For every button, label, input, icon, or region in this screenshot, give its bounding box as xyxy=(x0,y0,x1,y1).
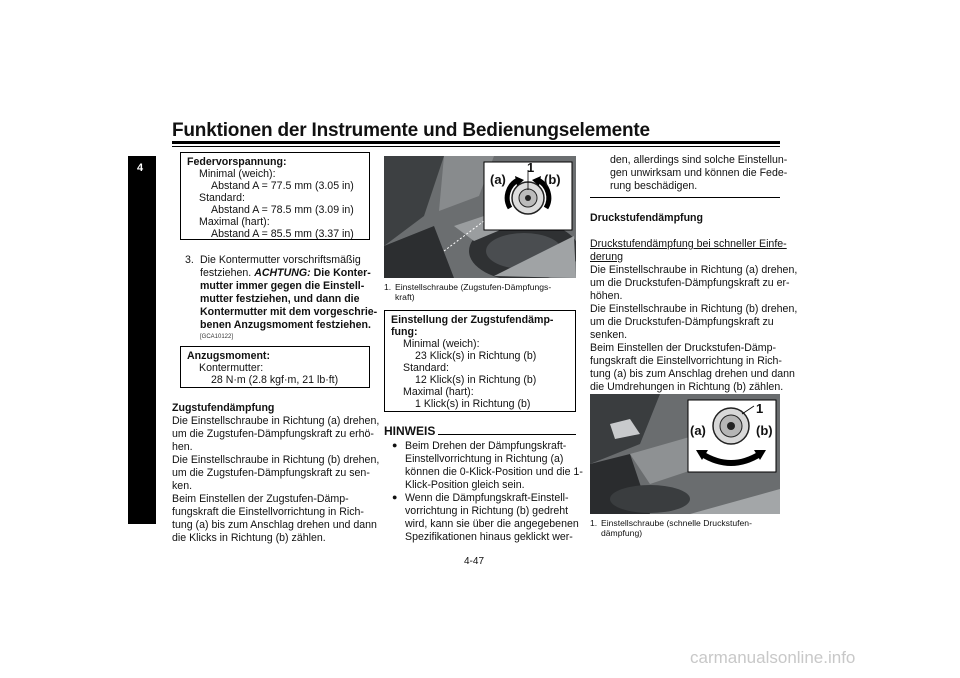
rebound-max-value: 1 Klick(s) in Richtung (b) xyxy=(415,398,531,410)
continued-line-3: rung beschädigen. xyxy=(610,180,698,192)
step-number: 3. xyxy=(185,254,194,266)
torque-label: Kontermutter: xyxy=(199,362,264,374)
rebound-min-label: Minimal (weich): xyxy=(403,338,480,350)
continued-line-1: den, allerdings sind solche Einstellun- xyxy=(610,154,788,166)
hinweis-title: HINWEIS xyxy=(384,424,436,438)
compression-text-8: fungskraft die Einstellvorrichtung in Rich- xyxy=(590,355,782,367)
torque-value: 28 N·m (2.8 kgf·m, 21 lb·ft) xyxy=(211,374,339,386)
fig2-caption-number: 1. xyxy=(590,518,598,528)
hinweis-end-rule xyxy=(590,197,780,198)
spring-max-label: Maximal (hart): xyxy=(199,216,270,228)
title-rule-thin xyxy=(172,146,780,147)
compression-heading: Druckstufendämpfung xyxy=(590,212,704,224)
compression-adjuster-illustration xyxy=(590,394,780,514)
step-line-4: mutter festziehen, und dann die xyxy=(200,293,360,305)
spring-max-value: Abstand A = 85.5 mm (3.37 in) xyxy=(211,228,354,240)
fig2-label-a: (a) xyxy=(690,423,706,438)
spring-std-value: Abstand A = 78.5 mm (3.09 in) xyxy=(211,204,354,216)
bullet-2-dot: ● xyxy=(392,492,398,502)
title-rule-thick xyxy=(172,141,780,144)
chapter-tab xyxy=(128,156,156,524)
torque-box-title: Anzugsmoment: xyxy=(187,350,270,362)
compression-text-1: Die Einstellschraube in Richtung (a) drehen, xyxy=(590,264,798,276)
bullet-2-line-4: Spezifikationen hinaus geklickt wer- xyxy=(405,531,573,543)
rebound-text-5: um die Zugstufen-Dämpfungskraft zu sen- xyxy=(172,467,370,479)
compression-text-3: höhen. xyxy=(590,290,623,302)
rebound-std-label: Standard: xyxy=(403,362,449,374)
compression-text-4: Die Einstellschraube in Richtung (b) drehen, xyxy=(590,303,798,315)
compression-text-2: um die Druckstufen-Dämpfungskraft zu er- xyxy=(590,277,790,289)
page-number: 4-47 xyxy=(464,556,485,567)
spring-preload-box xyxy=(180,152,370,240)
rebound-text-9: tung (a) bis zum Anschlag drehen und dann xyxy=(172,519,377,531)
step-line-2 xyxy=(200,267,371,280)
rebound-max-label: Maximal (hart): xyxy=(403,386,474,398)
compression-text-6: senken. xyxy=(590,329,628,341)
fig1-label-a: (a) xyxy=(490,172,506,187)
rebound-text-8: fungskraft die Einstellvorrichtung in Rich- xyxy=(172,506,364,518)
spring-min-label: Minimal (weich): xyxy=(199,168,276,180)
hinweis-rule xyxy=(438,434,576,435)
rebound-text-1: Die Einstellschraube in Richtung (a) drehen, xyxy=(172,415,380,427)
bullet-1-line-3: können die 0-Klick-Position und die 1- xyxy=(405,466,583,478)
rebound-text-3: hen. xyxy=(172,441,193,453)
bullet-2-line-1: Wenn die Dämpfungskraft-Einstell- xyxy=(405,492,569,504)
compression-text-5: um die Druckstufen-Dämpfungskraft zu xyxy=(590,316,774,328)
caution-code: [GCA10122] xyxy=(200,334,234,340)
rebound-min-value: 23 Klick(s) in Richtung (b) xyxy=(415,350,537,362)
compression-text-9: tung (a) bis zum Anschlag drehen und dann xyxy=(590,368,795,380)
fig1-caption-number: 1. xyxy=(384,282,392,292)
fig1-caption-line-2: kraft) xyxy=(395,292,415,302)
step-line-1: Die Kontermutter vorschriftsmäßig xyxy=(200,254,361,266)
page-title: Funktionen der Instrumente und Bedienungselemente xyxy=(172,120,650,141)
step-line-2-bold: Die Konter- xyxy=(313,267,371,279)
compression-subheading-2: derung xyxy=(590,251,623,263)
fig2-label-b: (b) xyxy=(756,423,773,438)
rebound-text-10: die Klicks in Richtung (b) zählen. xyxy=(172,532,326,544)
rebound-box-title-1: Einstellung der Zugstufendämp- xyxy=(391,314,554,326)
rebound-heading: Zugstufendämpfung xyxy=(172,402,275,414)
rebound-adjuster-photo xyxy=(384,156,576,278)
fig2-caption-line-2: dämpfung) xyxy=(601,528,643,538)
spring-min-value: Abstand A = 77.5 mm (3.05 in) xyxy=(211,180,354,192)
caution-label: ACHTUNG: xyxy=(254,267,311,279)
fig2-caption-line-1: Einstellschraube (schnelle Druckstufen- xyxy=(601,518,752,528)
compression-text-7: Beim Einstellen der Druckstufen-Dämp- xyxy=(590,342,777,354)
compression-text-10: die Umdrehungen in Richtung (b) zählen. xyxy=(590,381,784,393)
step-line-5: Kontermutter mit dem vorgeschrie- xyxy=(200,306,378,318)
chapter-number: 4 xyxy=(137,162,144,174)
rebound-text-6: ken. xyxy=(172,480,193,492)
watermark: carmanualsonline.info xyxy=(690,648,856,667)
rebound-box-title-2: fung: xyxy=(391,326,418,338)
bullet-1-line-4: Klick-Position gleich sein. xyxy=(405,479,525,491)
fig1-caption-line-1: Einstellschraube (Zugstufen-Dämpfungs- xyxy=(395,282,552,292)
rebound-text-4: Die Einstellschraube in Richtung (b) drehen, xyxy=(172,454,380,466)
compression-subheading-1: Druckstufendämpfung bei schneller Einfe- xyxy=(590,238,787,250)
bullet-2-line-3: wird, kann sie über die angegebenen xyxy=(405,518,579,530)
spring-box-title: Federvorspannung: xyxy=(187,156,287,168)
rebound-setting-box xyxy=(384,310,576,412)
bullet-1-dot: ● xyxy=(392,440,398,450)
fig2-label-1: 1 xyxy=(756,401,764,416)
rebound-std-value: 12 Klick(s) in Richtung (b) xyxy=(415,374,537,386)
compression-adjuster-photo xyxy=(590,394,780,514)
bullet-2-line-2: vorrichtung in Richtung (b) gedreht xyxy=(405,505,569,517)
step-line-6: benen Anzugsmoment festziehen. xyxy=(200,319,371,331)
spring-std-label: Standard: xyxy=(199,192,245,204)
fig1-label-1: 1 xyxy=(527,160,535,175)
bullet-1-line-1: Beim Drehen der Dämpfungskraft- xyxy=(405,440,567,452)
fig1-label-b: (b) xyxy=(544,172,561,187)
rebound-text-7: Beim Einstellen der Zugstufen-Dämp- xyxy=(172,493,349,505)
step-line-3: mutter immer gegen die Einstell- xyxy=(200,280,365,292)
bullet-1-line-2: Einstellvorrichtung in Richtung (a) xyxy=(405,453,564,465)
continued-line-2: gen unwirksam und können die Fede- xyxy=(610,167,788,179)
torque-box xyxy=(180,346,370,388)
rebound-text-2: um die Zugstufen-Dämpfungskraft zu erhö- xyxy=(172,428,374,440)
step-line-2-plain: festziehen. xyxy=(200,267,252,279)
